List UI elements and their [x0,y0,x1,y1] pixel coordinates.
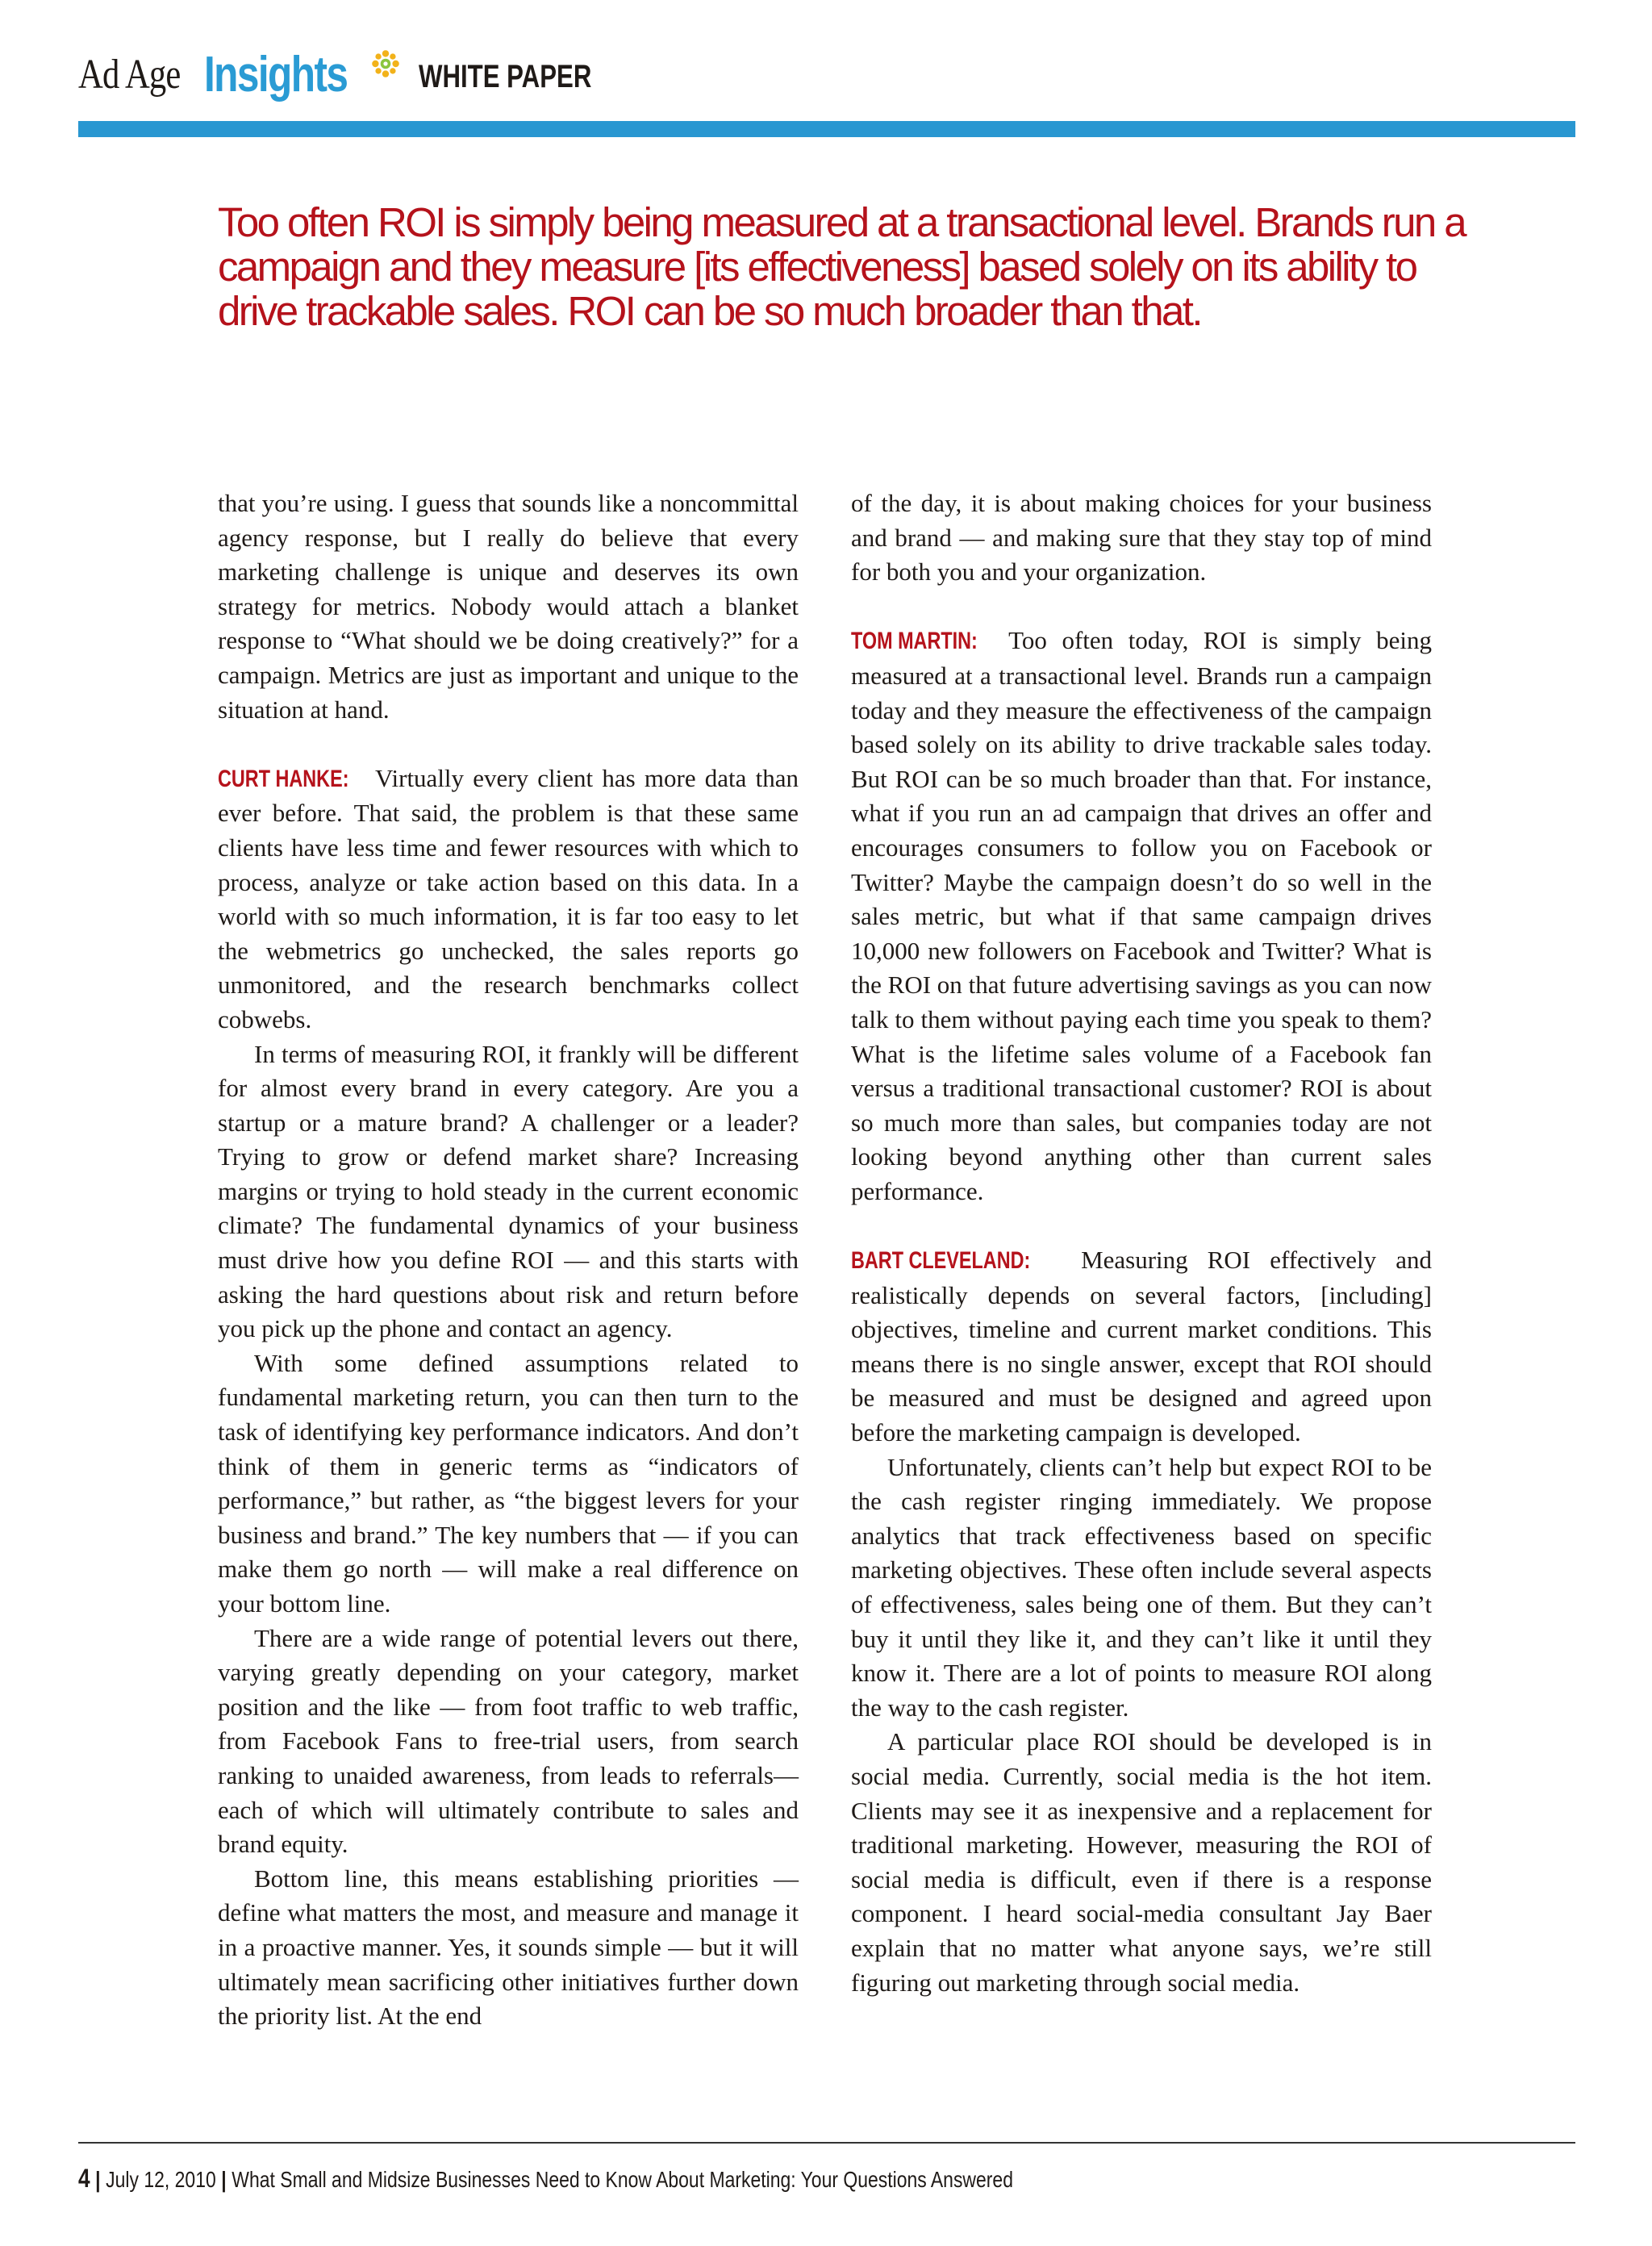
footer-rule [78,2142,1575,2144]
article-column-left [218,486,799,2034]
page-footer [78,2164,1013,2194]
paragraph: With some defined assumptions related to fundamental marketing return, you can then turn to the task of identifying key performance indicators. And don’t think of them in generic terms as “indicators of performance,” but rather, as “the biggest levers for your business and brand.” The key numbers that — if you can make them go north — will make a real difference on your bottom line. [218,1348,799,1618]
speaker-paragraph [218,762,799,1037]
paragraph: In terms of measuring ROI, it frankly will be different for almost every brand in every category. Are you a startup or a mature brand? A challenger or a leader? Trying to grow or defend market share? Increasing margins or trying to hold steady in the current economic climate? The fundamental dynamics of your business must drive how you define ROI — and this starts with asking the hard questions about risk and return before you pick up the phone and contact an agency. [218,1039,799,1343]
brand-adage: Ad Age [78,51,181,98]
footer-date: July 12, 2010 [106,2167,216,2192]
paragraph-text: Measuring ROI effectively and realistically depends on several factors, [including] objectives, timeline and current market conditions. This means there is no single answer, except that ROI should be measured and must be designed and agreed upon before the marketing campaign is developed. [851,1246,1432,1447]
footer-separator: | [221,2167,227,2192]
speaker-paragraph [851,1243,1432,1451]
flower-icon [369,47,403,81]
brand-insights: Insights [204,46,348,102]
speaker-name: CURT HANKE: [218,765,349,792]
page-number: 4 [78,2164,90,2193]
masthead [78,42,640,106]
paragraph-text: Too often today, ROI is simply being measured at a transactional level. Brands run a campaign today and they measure the effectiveness of the campaign based solely on its ability to drive trackable sales today. But ROI can be so much broader than that. For instance, what if you run an ad campaign that drives an offer and encourages consumers to follow you on Facebook or Twitter? Maybe the campaign doesn’t do so well in the sales metric, but what if that same campaign drives 10,000 new followers on Facebook and Twitter? What is the ROI on that future advertising savings as you can now talk to them without paying each time you speak to them? What is the lifetime sales volume of a Facebook fan versus a traditional transactional customer? ROI is about so much more than sales, but companies today are not looking beyond anything other than current sales performance. [851,626,1432,1205]
paragraph: Bottom line, this means establishing priorities — define what matters the most, and measure and manage it in a proactive manner. Yes, it sounds simple — but it will ultimately mean sacrificing other initiatives further down the priority list. At the end [218,1864,799,2031]
footer-title: What Small and Midsize Businesses Need to Know About Marketing: Your Questions Answered [232,2167,1013,2192]
footer-separator: | [95,2167,101,2192]
speaker-name: TOM MARTIN: [851,628,978,655]
paragraph: Unfortunately, clients can’t help but expect ROI to be the cash register ringing immediately. We propose analytics that track effectiveness based on specific marketing objectives. These often include several aspects of effectiveness, sales being one of them. But they can’t buy it until they like it, and they can’t like it until they know it. There are a lot of points to measure ROI along the way to the cash register. [851,1452,1432,1722]
paragraph: that you’re using. I guess that sounds like a noncommittal agency response, but I really do believe that every marketing challenge is unique and deserves its own strategy for metrics. Nobody would attach a blanket response to “What should we be doing creatively?” for a campaign. Metrics are just as important and unique to the situation at hand. [218,489,799,724]
speaker-paragraph [851,624,1432,1209]
article-column-right [851,486,1432,2000]
speaker-name: BART CLEVELAND: [851,1247,1031,1275]
paragraph: There are a wide range of potential levers out there, varying greatly depending on your category, market position and the like — from foot traffic to web traffic, from Facebook Fans to free-trial users, from search ranking to unaided awareness, from leads to referrals—each of which will ultimately contribute to sales and brand equity. [218,1623,799,1859]
pull-quote: Too often ROI is simply being measured at a transactional level. Brands run a campaign and they measure [its effectiveness] based solely on its ability to drive trackable sales. ROI can be so much broader than that. [218,199,1466,334]
paragraph-text: Virtually every client has more data than ever before. That said, the problem is that these same clients have less time and fewer resources with which to process, analyze or take action based on this data. In a world with so much information, it is far too easy to let the webmetrics go unchecked, the sales reports go unmonitored, and the research benchmarks collect cobwebs. [218,763,799,1033]
header-rule [78,121,1575,137]
paragraph: of the day, it is about making choices for your business and brand — and making sure that they stay top of mind for both you and your organization. [851,489,1432,587]
paragraph: A particular place ROI should be developed is in social media. Currently, social media is the hot item. Clients may see it as inexpensive and a replacement for traditional marketing. However, measuring the ROI of social media is difficult, even if there is a response component. I heard social-media consultant Jay Baer explain that no matter what anyone says, we’re still figuring out marketing through social media. [851,1727,1432,1997]
white-paper-label: WHITE PAPER [419,58,592,94]
